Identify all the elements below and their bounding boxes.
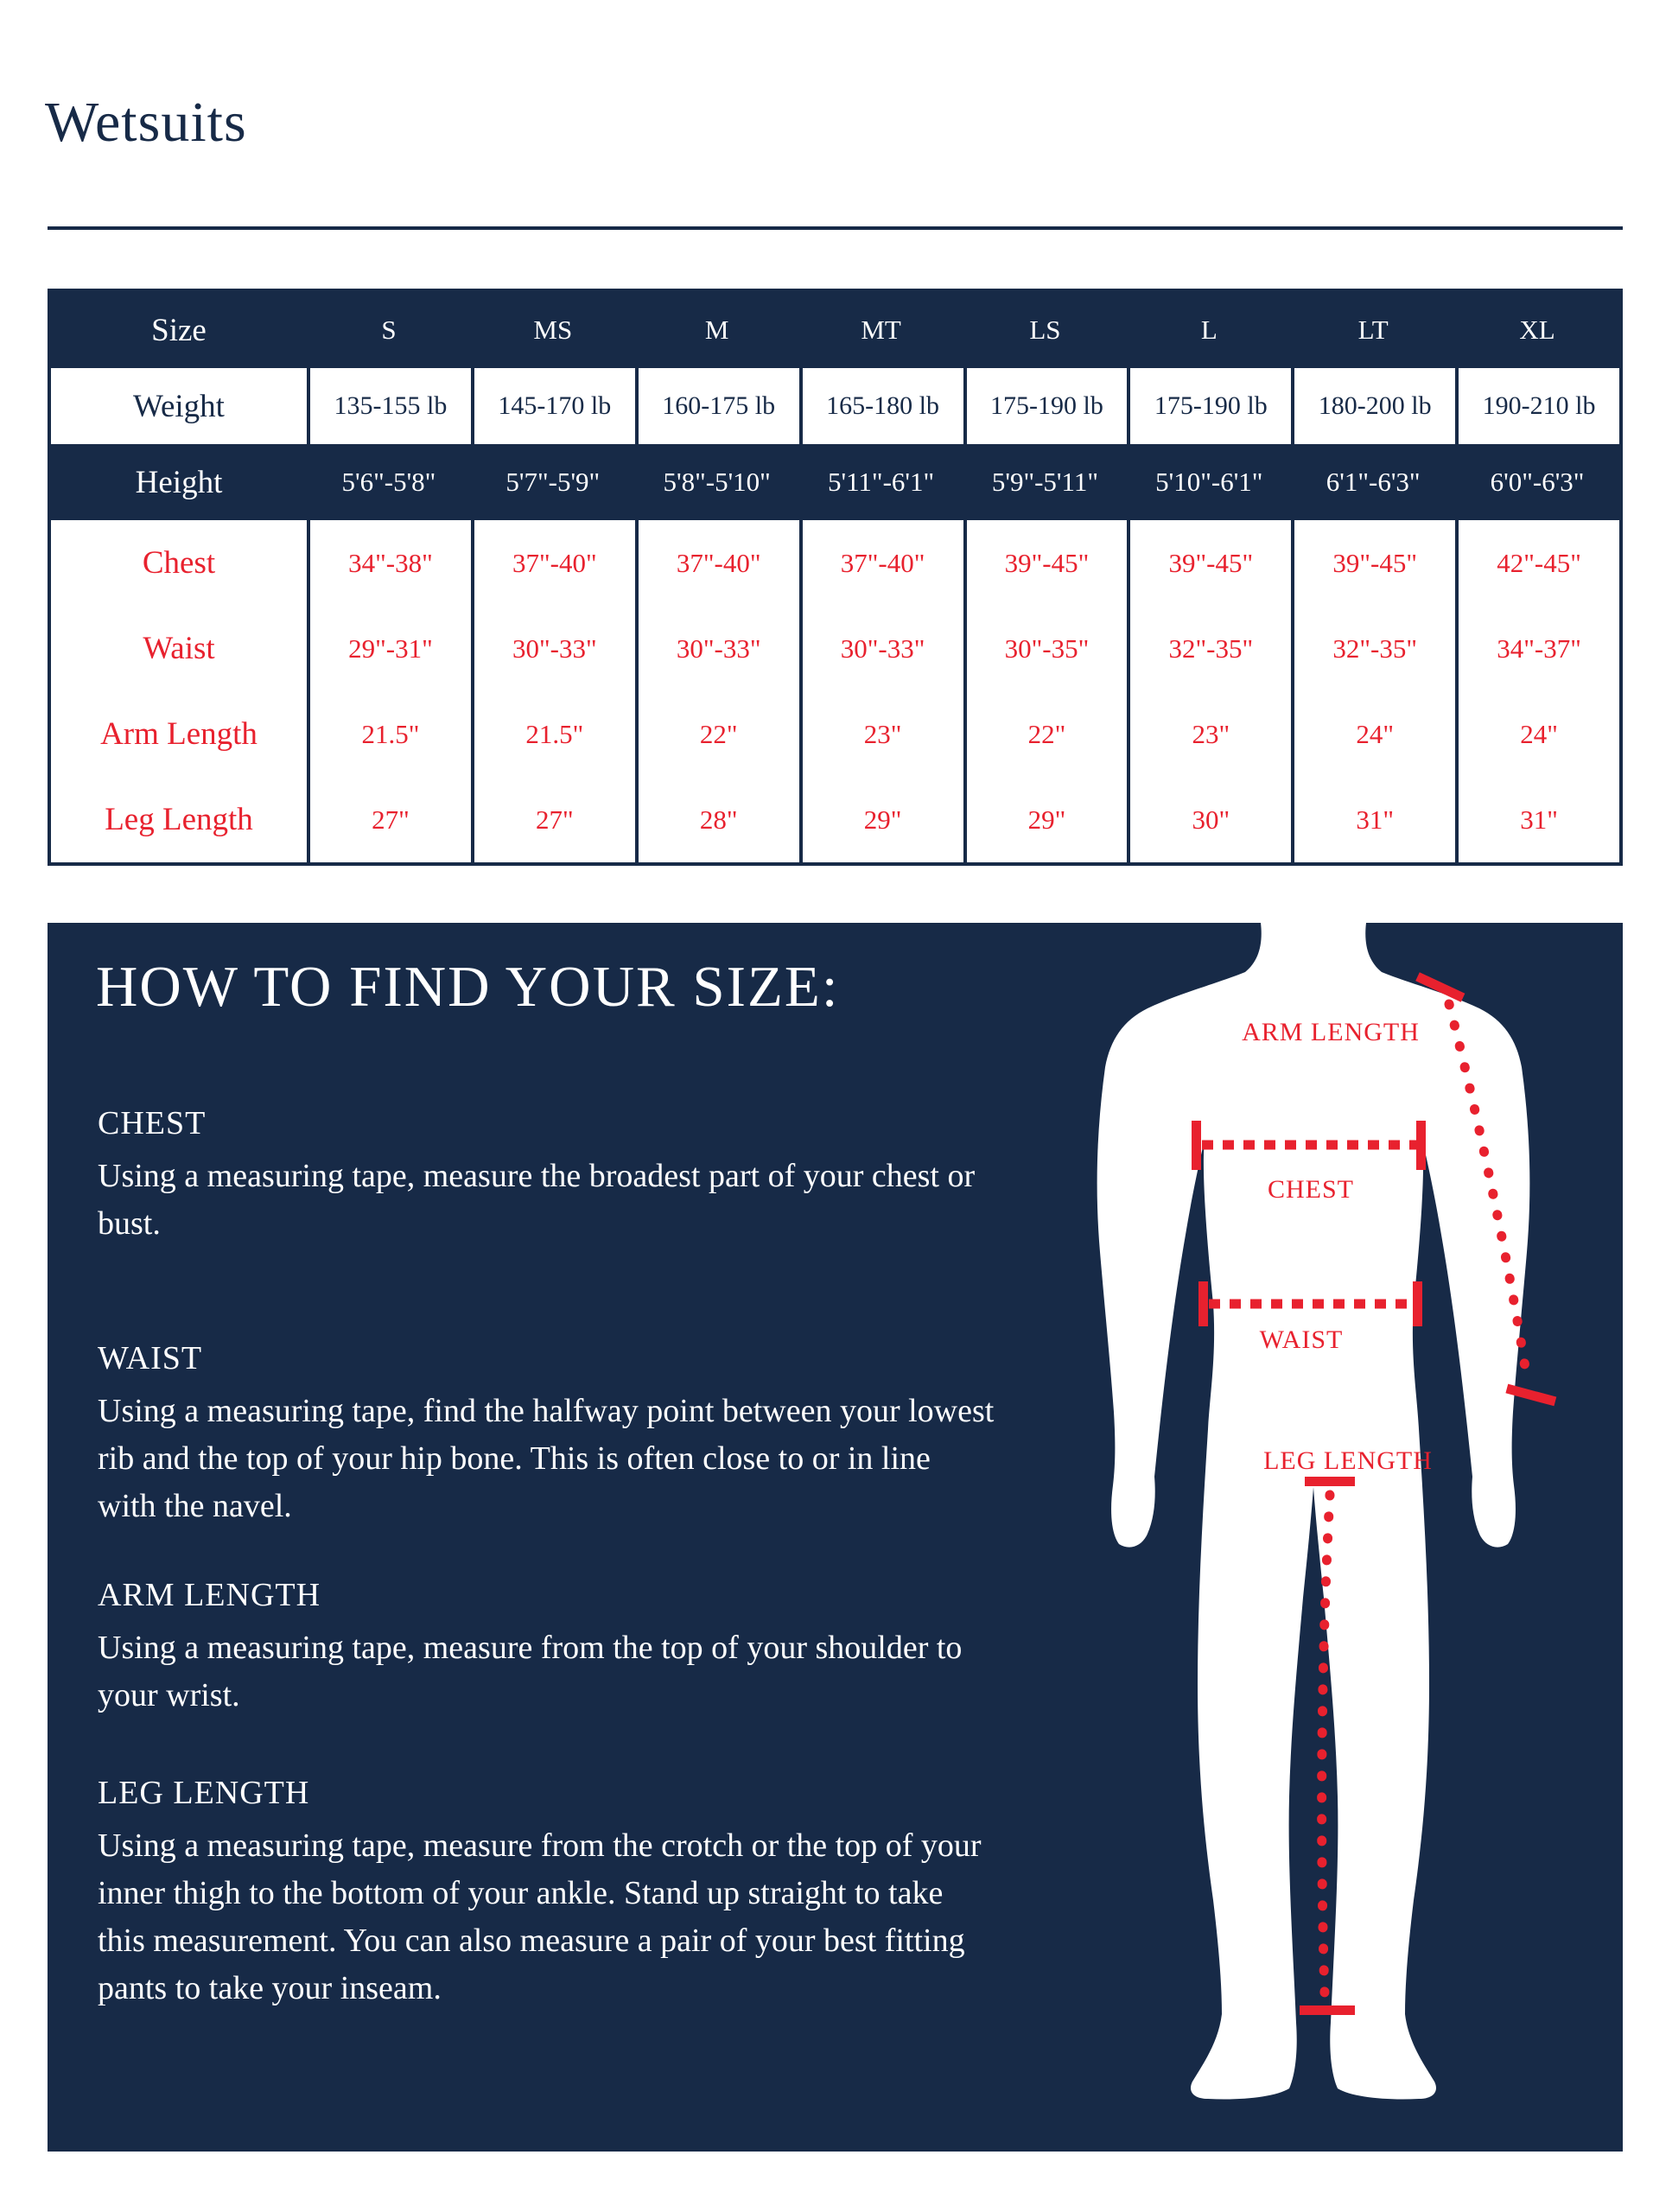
guide-section-text: Using a measuring tape, measure from the top of your shoulder to your wrist. <box>98 1630 963 1713</box>
chest-value: 34"-38" <box>307 520 471 606</box>
guide-section-text: Using a measuring tape, measure the broadest part of your chest or bust. <box>98 1158 976 1242</box>
arm-length-value: 24" <box>1455 691 1619 777</box>
weight-value: 175-190 lb <box>963 368 1128 444</box>
leg-length-value: 31" <box>1455 777 1619 862</box>
chest-value: 39"-45" <box>1291 520 1455 606</box>
table-row-leg-length <box>51 777 1619 862</box>
waist-value: 30"-35" <box>963 606 1128 691</box>
waist-value: 30"-33" <box>635 606 799 691</box>
waist-value: 32"-35" <box>1291 606 1455 691</box>
leg-measure-top-tick <box>1305 1477 1355 1486</box>
guide-section-title: LEG LENGTH <box>98 1775 310 1811</box>
guide-section-title: ARM LENGTH <box>98 1577 321 1613</box>
table-row-waist <box>51 606 1619 691</box>
height-value: 5'10"-6'1" <box>1155 467 1263 497</box>
guide-section-text: Using a measuring tape, find the halfway point between your lowest rib and the top of your hip bone. This is often close to or in line with the navel. <box>98 1393 995 1524</box>
leg-length-value: 27" <box>471 777 635 862</box>
waist-value: 34"-37" <box>1455 606 1619 691</box>
height-value: 5'6"-5'8" <box>341 467 436 497</box>
size-col-ls: LS <box>1029 315 1061 345</box>
arm-length-value: 23" <box>1127 691 1291 777</box>
arm-length-value: 23" <box>799 691 963 777</box>
size-col-xl: XL <box>1519 315 1555 345</box>
row-header-waist: Waist <box>143 631 215 666</box>
arm-length-value: 21.5" <box>471 691 635 777</box>
how-to-find-your-size-panel <box>48 923 1623 2152</box>
leg-measure-bottom-tick <box>1300 2005 1355 2015</box>
figure-waist-label: WAIST <box>1259 1325 1344 1354</box>
size-col-ms: MS <box>533 315 573 345</box>
figure-arm-length-label: ARM LENGTH <box>1242 1018 1420 1046</box>
leg-length-value: 30" <box>1127 777 1291 862</box>
leg-length-value: 28" <box>635 777 799 862</box>
row-header-size: Size <box>151 312 207 348</box>
body-measurement-figure <box>48 923 1623 2152</box>
leg-length-value: 31" <box>1291 777 1455 862</box>
guide-section-text: Using a measuring tape, measure from the crotch or the top of your inner thigh to the bottom of your ankle. Stand up straight to take this measurement. You can also measure a pair of your best fitting pants to take your inseam. <box>98 1827 982 2006</box>
leg-length-value: 29" <box>799 777 963 862</box>
guide-section-title: CHEST <box>98 1105 207 1141</box>
body-silhouette <box>1097 923 1530 2100</box>
chest-measure-left-cap <box>1192 1121 1201 1170</box>
table-row-size <box>51 292 1619 368</box>
chest-measure-right-cap <box>1416 1121 1426 1170</box>
chest-value: 39"-45" <box>1127 520 1291 606</box>
page-title: Wetsuits <box>45 91 247 154</box>
leg-length-value: 27" <box>307 777 471 862</box>
height-value: 5'11"-6'1" <box>827 467 935 497</box>
weight-value: 145-170 lb <box>471 368 635 444</box>
size-col-l: L <box>1200 315 1217 345</box>
waist-value: 32"-35" <box>1127 606 1291 691</box>
waist-value: 30"-33" <box>471 606 635 691</box>
title-divider <box>48 226 1623 230</box>
weight-value: 135-155 lb <box>307 368 471 444</box>
waist-value: 29"-31" <box>307 606 471 691</box>
chest-value: 37"-40" <box>635 520 799 606</box>
table-row-height <box>51 444 1619 520</box>
weight-value: 180-200 lb <box>1291 368 1455 444</box>
size-col-lt: LT <box>1357 315 1389 345</box>
size-col-m: M <box>704 315 729 345</box>
height-value: 6'0"-6'3" <box>1490 467 1585 497</box>
figure-chest-label: CHEST <box>1267 1175 1355 1204</box>
weight-value: 175-190 lb <box>1127 368 1291 444</box>
row-header-height: Height <box>135 464 223 500</box>
table-row-weight <box>51 368 1619 444</box>
chest-value: 42"-45" <box>1455 520 1619 606</box>
leg-length-value: 29" <box>963 777 1128 862</box>
row-header-leg-length: Leg Length <box>105 802 253 837</box>
weight-value: 165-180 lb <box>799 368 963 444</box>
chest-value: 37"-40" <box>799 520 963 606</box>
row-header-chest: Chest <box>142 545 216 581</box>
guide-heading: HOW TO FIND YOUR SIZE: <box>96 955 840 1019</box>
weight-value: 190-210 lb <box>1455 368 1619 444</box>
guide-section-title: WAIST <box>98 1340 203 1376</box>
arm-length-value: 22" <box>963 691 1128 777</box>
size-col-mt: MT <box>861 315 901 345</box>
chest-value: 37"-40" <box>471 520 635 606</box>
height-value: 5'8"-5'10" <box>663 467 771 497</box>
height-value: 5'7"-5'9" <box>505 467 601 497</box>
waist-measure-left-cap <box>1198 1281 1208 1326</box>
table-row-arm-length <box>51 691 1619 777</box>
height-value: 6'1"-6'3" <box>1326 467 1421 497</box>
size-chart-table <box>48 289 1623 866</box>
arm-length-value: 21.5" <box>307 691 471 777</box>
table-row-chest <box>51 520 1619 606</box>
chest-value: 39"-45" <box>963 520 1128 606</box>
arm-length-value: 24" <box>1291 691 1455 777</box>
row-header-arm-length: Arm Length <box>100 716 257 752</box>
waist-measure-right-cap <box>1413 1281 1422 1326</box>
table-body-measurements <box>51 520 1619 862</box>
height-value: 5'9"-5'11" <box>991 467 1099 497</box>
size-col-s: S <box>381 315 397 345</box>
arm-length-value: 22" <box>635 691 799 777</box>
weight-value: 160-175 lb <box>635 368 799 444</box>
waist-value: 30"-33" <box>799 606 963 691</box>
row-header-weight: Weight <box>133 388 225 424</box>
figure-leg-length-label: LEG LENGTH <box>1263 1446 1433 1475</box>
